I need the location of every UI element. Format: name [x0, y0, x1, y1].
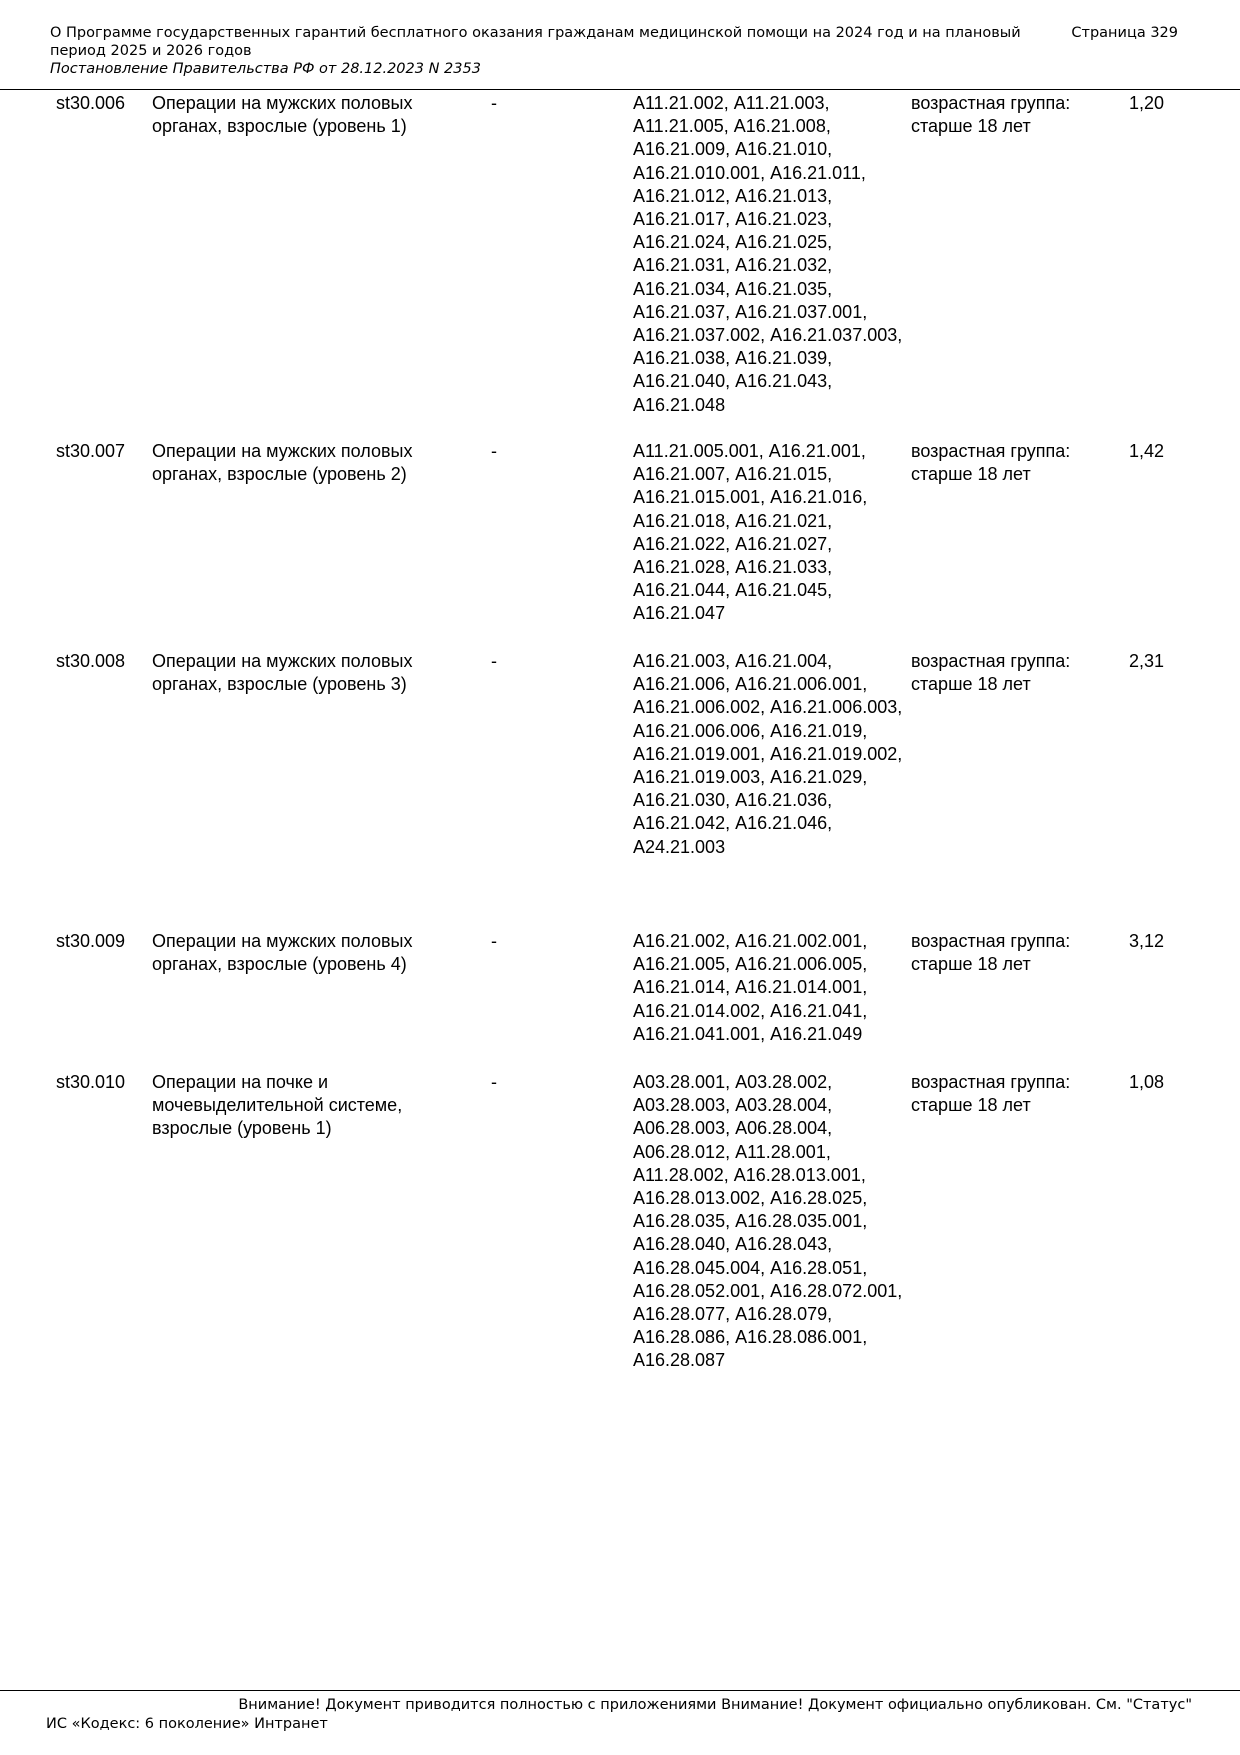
row-coefficient: 2,31: [1129, 651, 1165, 671]
table-row: [0, 92, 1240, 440]
footer-notice: Внимание! Документ приводится полностью с приложениями Внимание! Документ официально опубликован. См. "Статус": [238, 1697, 1192, 1713]
row-dash: -: [491, 93, 497, 113]
page-header: [50, 24, 1190, 78]
row-code: st30.008: [56, 651, 126, 671]
row-coefficient: 1,08: [1129, 1072, 1165, 1092]
row-name: Операции на мужских половых органах, взрослые (уровень 1): [152, 93, 413, 137]
row-services: А11.21.005.001, А16.21.001, А16.21.007, А16.21.015, А16.21.015.001, А16.21.016, А16.21.018, А16.21.021, А16.21.022, А16.21.027, А16.21.028, А16.21.033, А16.21.044, А16.21.045, А16.21.047: [633, 441, 868, 624]
row-criterion: возрастная группа: старше 18 лет: [911, 441, 1071, 485]
document-reference: Постановление Правительства РФ от 28.12.2023 N 2353: [50, 61, 481, 77]
row-name: Операции на мужских половых органах, взрослые (уровень 4): [152, 931, 413, 975]
row-name: Операции на почке и мочевыделительной системе, взрослые (уровень 1): [152, 1072, 403, 1139]
page-number: Страница 329: [1071, 25, 1178, 41]
row-criterion: возрастная группа: старше 18 лет: [911, 931, 1071, 975]
table-row: [0, 440, 1240, 650]
row-services: А16.21.002, А16.21.002.001, А16.21.005, А16.21.006.005, А16.21.014, А16.21.014.001, А16.21.014.002, А16.21.041, А16.21.041.001, А16.21.049: [633, 931, 868, 1044]
row-criterion: возрастная группа: старше 18 лет: [911, 1072, 1071, 1116]
row-dash: -: [491, 441, 497, 461]
table-row: [0, 1071, 1240, 1371]
row-criterion: возрастная группа: старше 18 лет: [911, 93, 1071, 137]
footer-divider: [0, 1690, 1240, 1691]
row-dash: -: [491, 1072, 497, 1092]
row-coefficient: 1,20: [1129, 93, 1165, 113]
footer-system: ИС «Кодекс: 6 поколение» Интранет: [46, 1716, 328, 1732]
row-code: st30.006: [56, 93, 126, 113]
row-dash: -: [491, 931, 497, 951]
row-code: st30.009: [56, 931, 126, 951]
table-row: [0, 650, 1240, 930]
row-code: st30.010: [56, 1072, 126, 1092]
row-criterion: возрастная группа: старше 18 лет: [911, 651, 1071, 695]
row-name: Операции на мужских половых органах, взрослые (уровень 3): [152, 651, 413, 695]
row-services: А03.28.001, А03.28.002, А03.28.003, А03.28.004, А06.28.003, А06.28.004, А06.28.012, А11.28.001, А11.28.002, А16.28.013.001, А16.28.013.002, А16.28.025, А16.28.035, А16.28.035.001, А16.28.040, А16.28.043, А16.28.045.004, А16.28.051, А16.28.052.001, А16.28.072.001, А16.28.077, А16.28.079, А16.28.086, А16.28.086.001, А16.28.087: [633, 1072, 903, 1371]
row-dash: -: [491, 651, 497, 671]
row-name: Операции на мужских половых органах, взрослые (уровень 2): [152, 441, 413, 485]
table-row: [0, 930, 1240, 1071]
tariff-table: [0, 92, 1240, 1371]
row-coefficient: 3,12: [1129, 931, 1165, 951]
row-services: А11.21.002, А11.21.003, А11.21.005, А16.21.008, А16.21.009, А16.21.010, А16.21.010.001, А16.21.011, А16.21.012, А16.21.013, А16.21.017, А16.21.023, А16.21.024, А16.21.025, А16.21.031, А16.21.032, А16.21.034, А16.21.035, А16.21.037, А16.21.037.001, А16.21.037.002, А16.21.037.003, А16.21.038, А16.21.039, А16.21.040, А16.21.043, А16.21.048: [633, 93, 903, 415]
row-services: А16.21.003, А16.21.004, А16.21.006, А16.21.006.001, А16.21.006.002, А16.21.006.003, А16.21.006.006, А16.21.019, А16.21.019.001, А16.21.019.002, А16.21.019.003, А16.21.029, А16.21.030, А16.21.036, А16.21.042, А16.21.046, А24.21.003: [633, 651, 903, 857]
row-code: st30.007: [56, 441, 126, 461]
header-divider: [0, 89, 1240, 90]
row-coefficient: 1,42: [1129, 441, 1165, 461]
document-title: О Программе государственных гарантий бесплатного оказания гражданам медицинской помощи на 2024 год и на плановый период 2025 и 2026 годов: [50, 25, 1021, 59]
